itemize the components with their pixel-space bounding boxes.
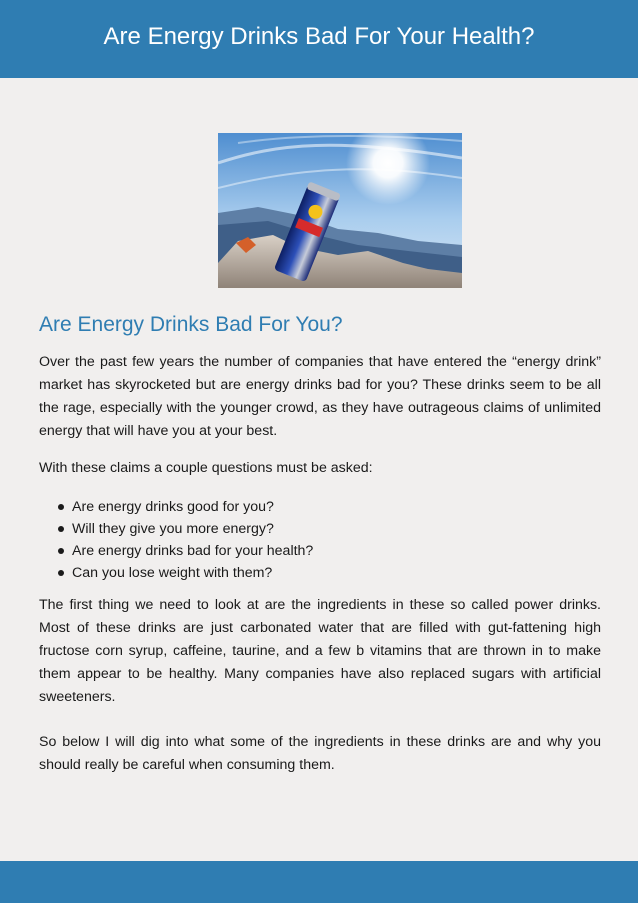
ingredients-paragraph: The first thing we need to look at are the ingredients in these so called power drinks. Most of these drinks are just carbonated water that are filled with gut-fattening high fructose corn syrup, caffeine, taurine, and a few b vitamins that are thrown in to make them appear to be healthy. Many companies have also replaced sugars with artificial sweeteners. <box>39 597 601 705</box>
page-title: Are Energy Drinks Bad For Your Health? <box>103 23 535 50</box>
list-item <box>72 540 601 562</box>
list-item-text: Are energy drinks good for you? <box>72 499 274 515</box>
list-item <box>72 562 601 584</box>
list-item <box>72 518 601 540</box>
list-item-text: Will they give you more energy? <box>72 521 274 537</box>
bullet-icon <box>58 570 64 576</box>
section-heading: Are Energy Drinks Bad For You? <box>39 313 343 336</box>
energy-drink-photo <box>218 133 462 288</box>
header-bar <box>0 0 638 78</box>
bullet-icon <box>58 548 64 554</box>
list-item-text: Are energy drinks bad for your health? <box>72 543 314 559</box>
intro-paragraph: Over the past few years the number of companies that have entered the “energy drink” market has skyrocketed but are energy drinks bad for you? These drinks seem to be all the rage, especially with the younger crowd, as they have outrageous claims of unlimited energy that will have you at your best. <box>39 354 601 439</box>
bullet-icon <box>58 504 64 510</box>
questions-lead-paragraph: With these claims a couple questions must be asked: <box>39 460 373 476</box>
list-item <box>72 496 601 518</box>
questions-list <box>39 496 601 584</box>
bullet-icon <box>58 526 64 532</box>
list-item-text: Can you lose weight with them? <box>72 565 273 581</box>
article-body <box>39 313 601 777</box>
closing-paragraph: So below I will dig into what some of the ingredients in these drinks are and why you should really be careful when consuming them. <box>39 734 601 773</box>
hero-image <box>218 133 462 288</box>
footer-bar <box>0 861 638 903</box>
